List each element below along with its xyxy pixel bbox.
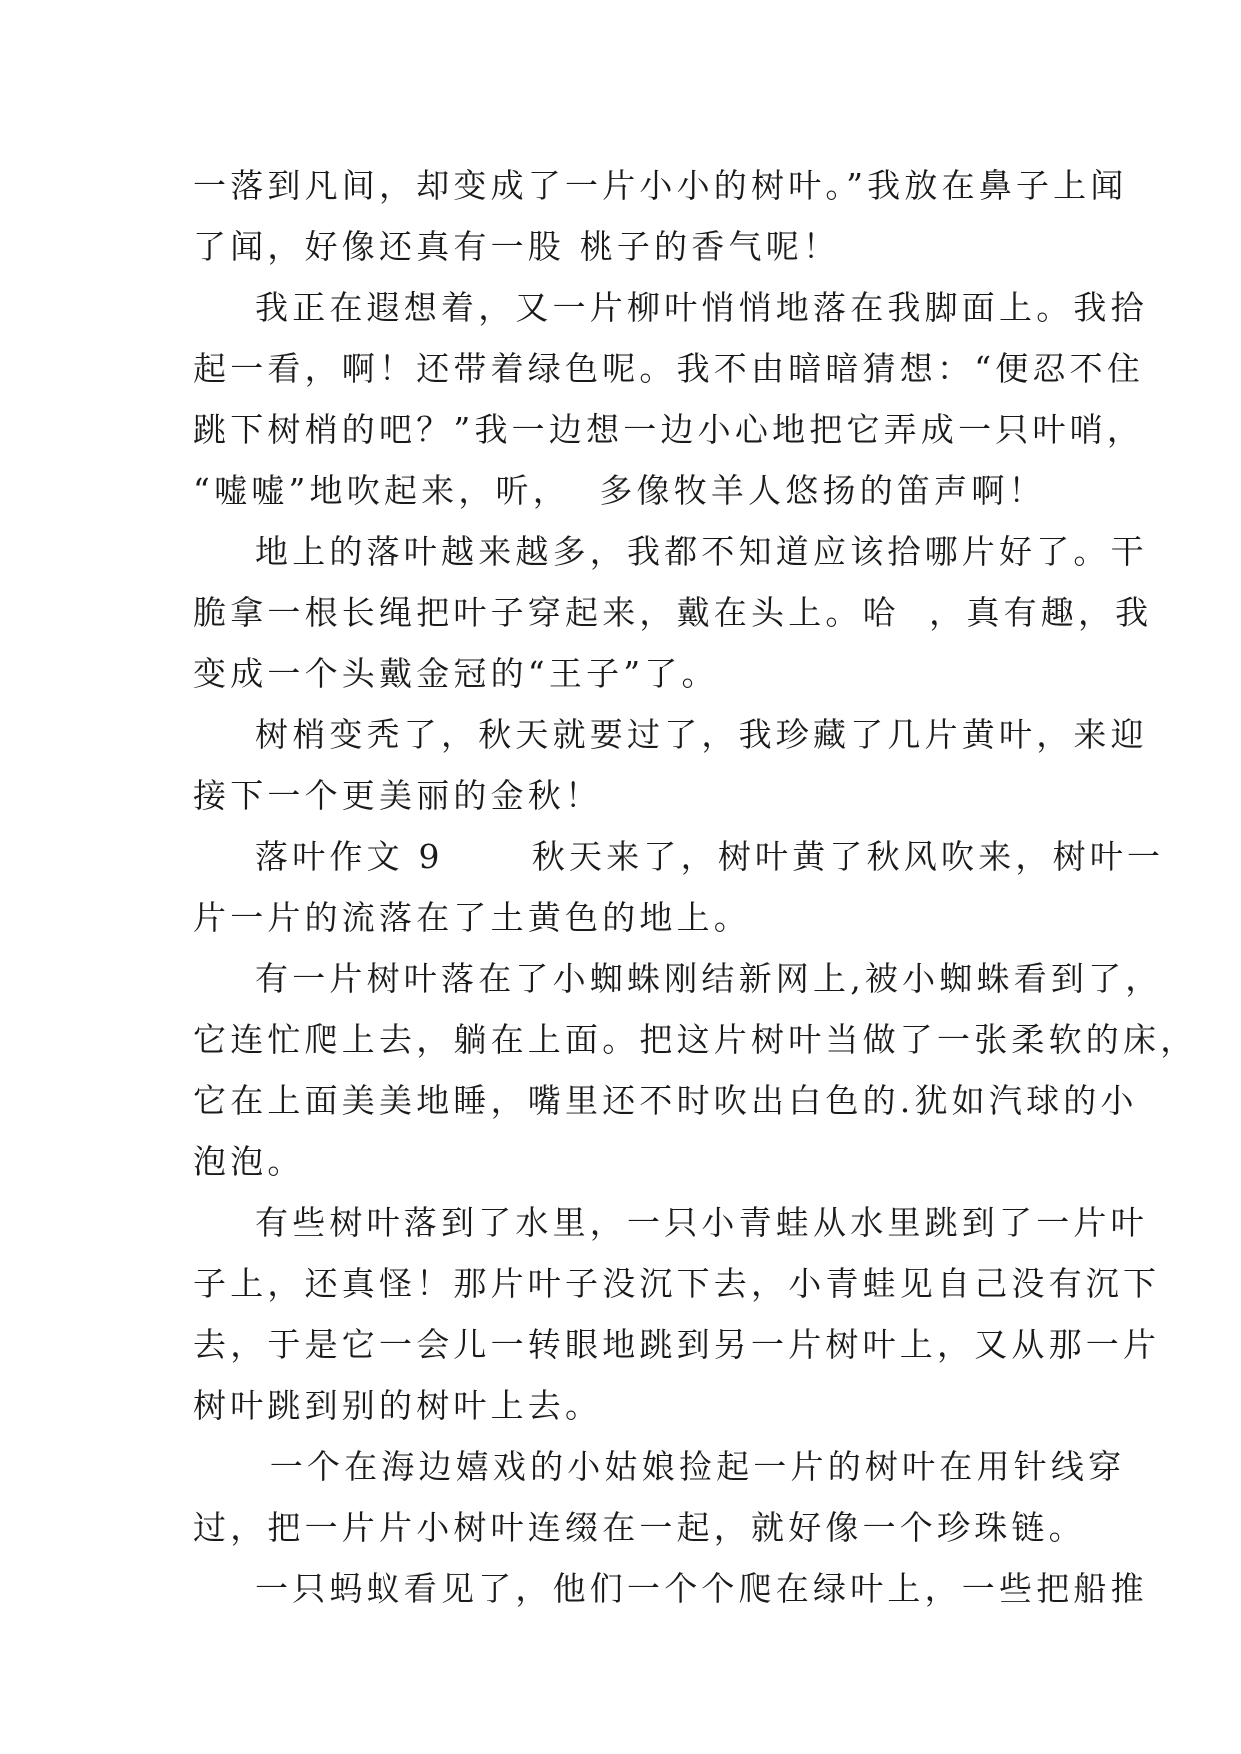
text-line: 片一片的流落在了土黄色的地上。 [193,898,751,937]
text-line: 树叶跳到别的树叶上去。 [193,1386,603,1425]
paragraph-start-line: 地上的落叶越来越多，我都不知道应该拾哪片好了。干 [255,532,1148,571]
text-line: “嘘嘘”地吹起来，听， 多像牧羊人悠扬的笛声啊！ [193,471,1046,510]
text-line: 起一看，啊！还带着绿色呢。我不由暗暗猜想：“便忍不住 [193,349,1145,388]
text-line: 接下一个更美丽的金秋！ [193,776,603,815]
text-line: 脆拿一根长绳把叶子穿起来，戴在头上。哈 ，真有趣，我 [193,593,1153,632]
paragraph-start-line: 有些树叶落到了水里，一只小青蛙从水里跳到了一片叶 [255,1203,1148,1242]
document-body [193,155,1198,1619]
paragraph-start-line: 一个在海边嬉戏的小姑娘捡起一片的树叶在用针线穿 [255,1447,1126,1486]
paragraph-start-line: 我正在遐想着，又一片柳叶悄悄地落在我脚面上。我拾 [255,288,1148,327]
text-line: 它连忙爬上去，躺在上面。把这片树叶当做了一张柔软的床， [193,1020,1198,1059]
section-heading-line: 落叶作文 9 秋天来了，树叶黄了秋风吹来，树叶一 [255,837,1165,876]
text-line: 泡泡。 [193,1142,305,1181]
text-line: 跳下树梢的吧？”我一边想一边小心地把它弄成一只叶哨， [193,410,1145,449]
text-line: 了闻，好像还真有一股 桃子的香气呢！ [193,227,841,266]
paragraph-start-line: 一只蚂蚁看见了，他们一个个爬在绿叶上，一些把船推 [255,1569,1148,1608]
text-line: 它在上面美美地睡，嘴里还不时吹出白色的.犹如汽球的小 [193,1081,1138,1120]
text-line: 变成一个头戴金冠的“王子”了。 [193,654,719,693]
paragraph-start-line: 树梢变秃了，秋天就要过了，我珍藏了几片黄叶，来迎 [255,715,1148,754]
text-line: 去，于是它一会儿一转眼地跳到另一片树叶上，又从那一片 [193,1325,1161,1364]
paragraph-start-line: 有一片树叶落在了小蜘蛛刚结新网上,被小蜘蛛看到了， [255,959,1163,998]
text-line: 一落到凡间，却变成了一片小小的树叶。”我放在鼻子上闻 [193,166,1128,205]
text-line: 过，把一片片小树叶连缀在一起，就好像一个珍珠链。 [193,1508,1086,1547]
text-line: 子上，还真怪！那片叶子没沉下去，小青蛙见自己没有沉下 [193,1264,1161,1303]
